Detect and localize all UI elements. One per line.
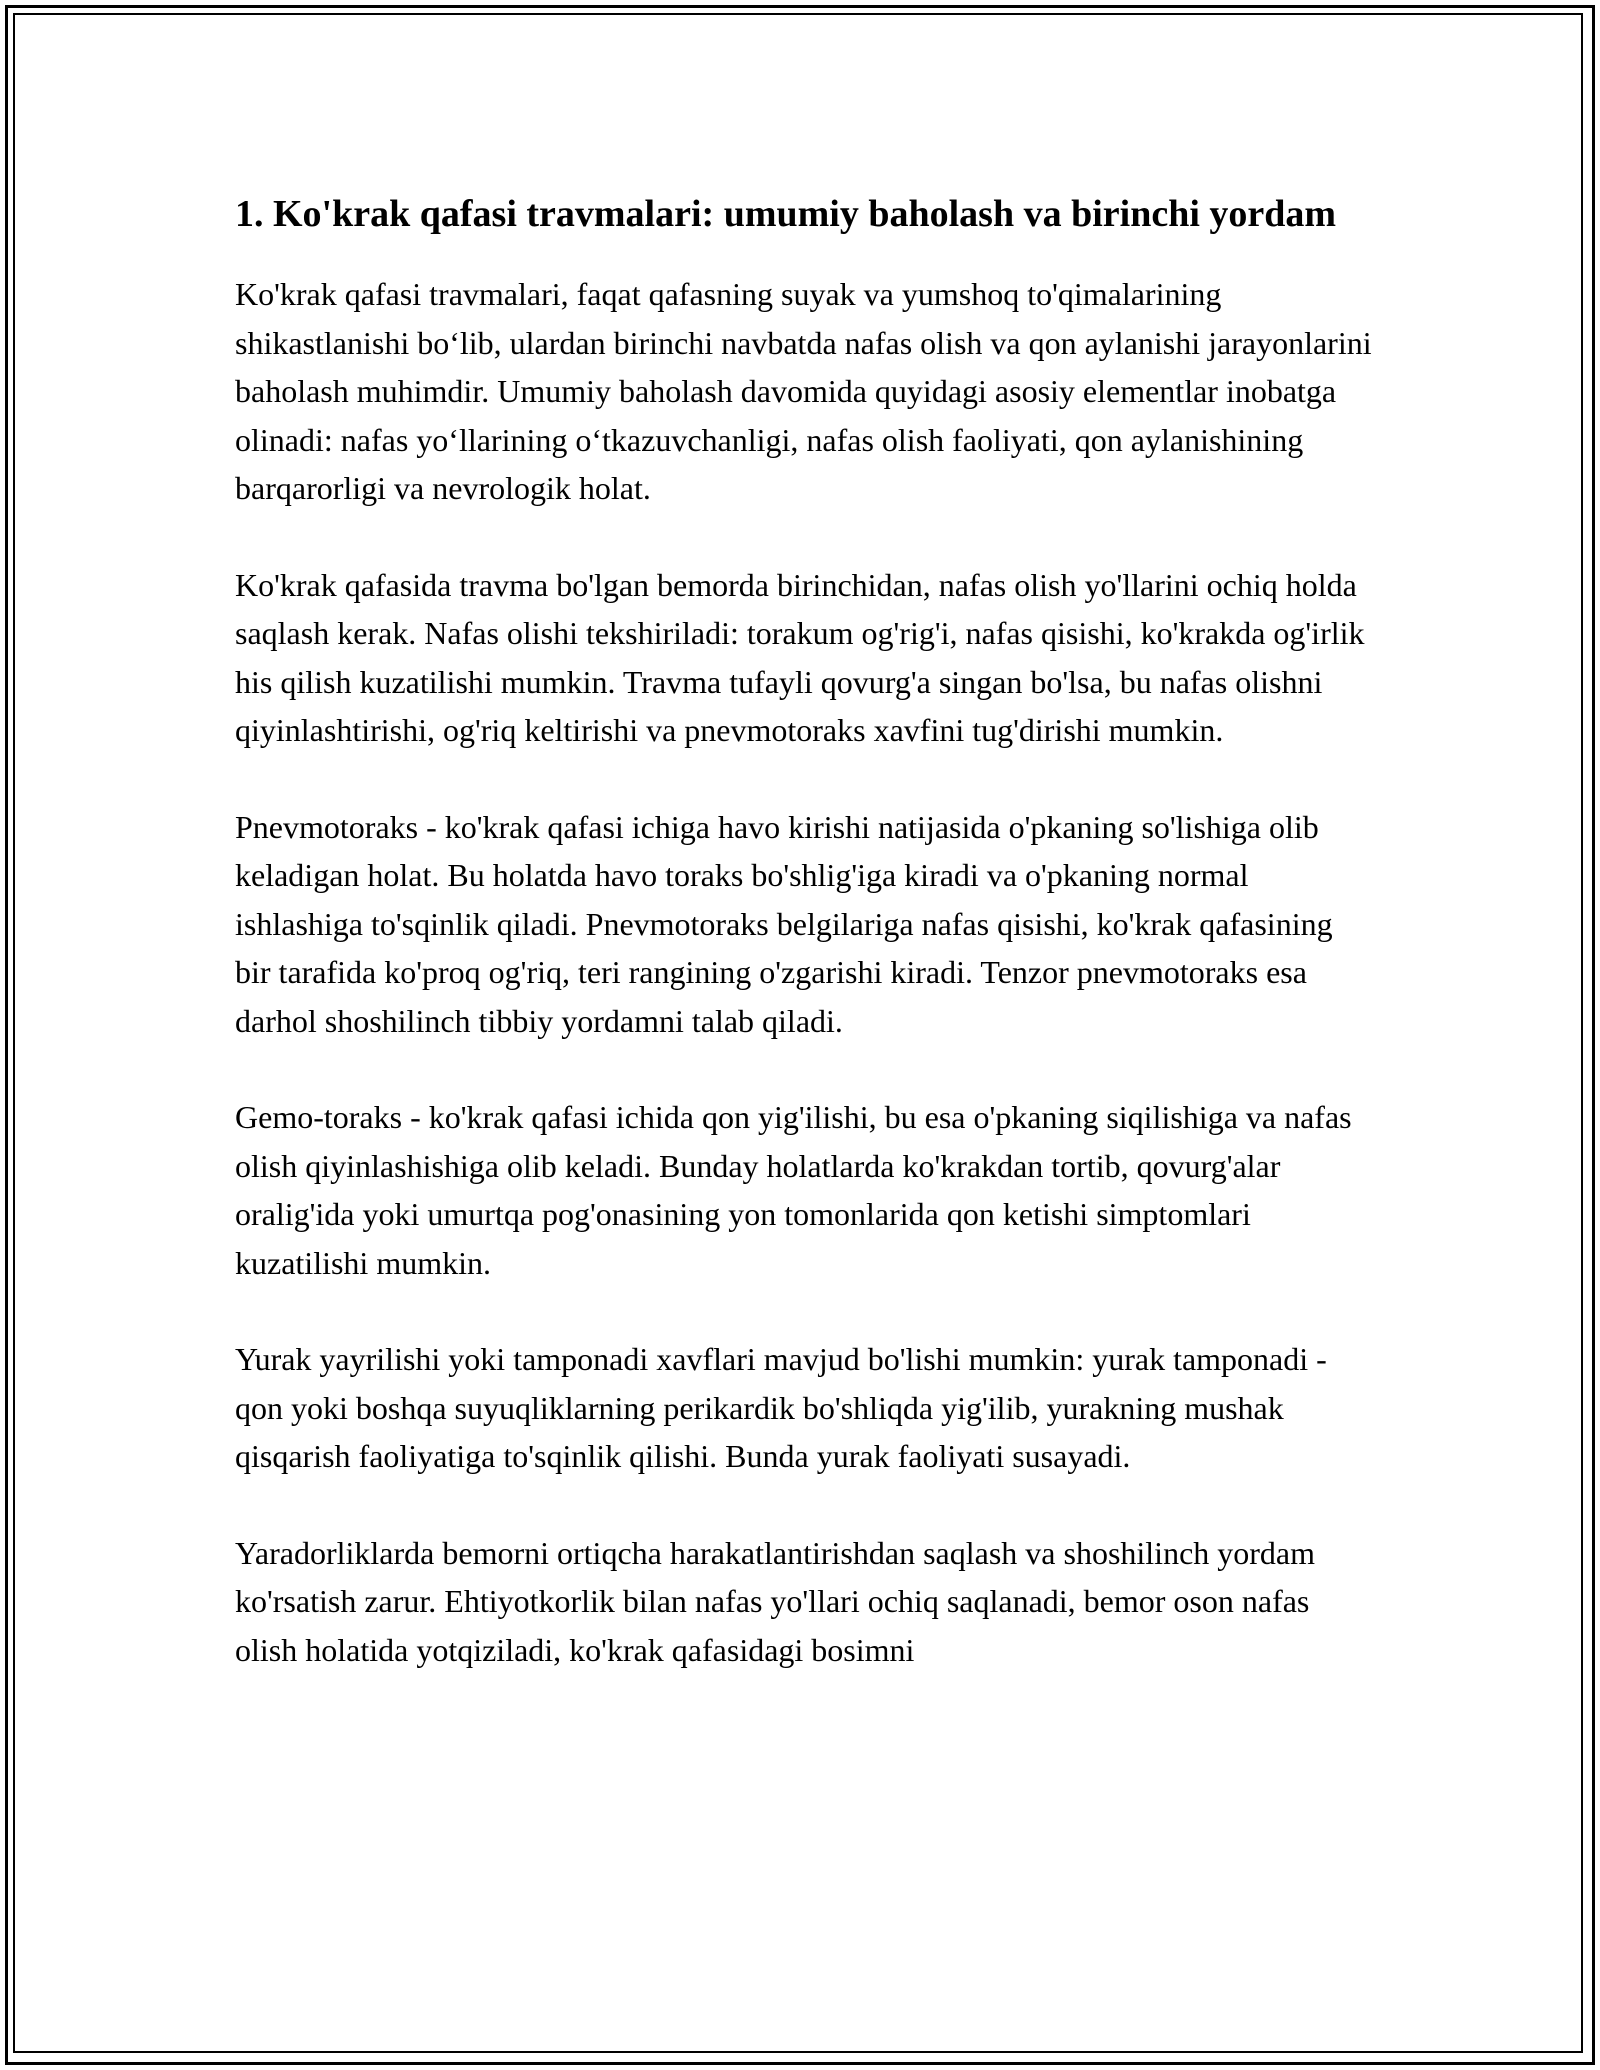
paragraph-hemothorax: Gemo-toraks - ko'krak qafasi ichida qon yig'ilishi, bu esa o'pkaning siqilishiga va nafas olish qiyinlashishiga olib keladi. Bunday holatlarda ko'krakdan tortib, qovurg'alar oralig'ida yoki umurtqa pog'onasining yon tomonlarida qon ketishi simptomlari kuzatilishi mumkin. xyxy=(235,1099,1352,1281)
section-heading: 1. Ko'krak qafasi travmalari: umumiy baholash va birinchi yordam xyxy=(235,193,1337,235)
paragraph-pneumothorax: Pnevmotoraks - ko'krak qafasi ichiga havo kirishi natijasida o'pkaning so'lishiga olib keladigan holat. Bu holatda havo toraks bo'shlig'iga kiradi va o'pkaning normal ishlashiga to'sqinlik qiladi. Pnevmotoraks belgilariga nafas qisishi, ko'krak qafasining bir tarafida ko'proq og'riq, teri rangining o'zgarishi kiradi. Tenzor pnevmotoraks esa darhol shoshilinch tibbiy yordamni talab qiladi. xyxy=(235,808,1333,1039)
paragraph-first-aid: Yaradorliklarda bemorni ortiqcha harakatlantirishdan saqlash va shoshilinch yordam ko'rsatish zarur. Ehtiyotkorlik bilan nafas yo'llari ochiq saqlanadi, bemor oson nafas olish holatida yotqiziladi, ko'krak qafasidagi bosimni xyxy=(235,1534,1316,1668)
paragraph-general-assessment: Ko'krak qafasi travmalari, faqat qafasning suyak va yumshoq to'qimalarining shikastlanishi bo‘lib, ulardan birinchi navbatda nafas olish va qon aylanishi jarayonlarini baholash muhimdir. Umumiy baholash davomida quyidagi asosiy elementlar inobatga olinadi: nafas yo‘llarining o‘tkazuvchanligi, nafas olish faoliyati, qon aylanishining barqarorligi va nevrologik holat. xyxy=(235,276,1372,506)
document-body xyxy=(235,187,1375,1722)
paragraph-airway-breathing: Ko'krak qafasida travma bo'lgan bemorda birinchidan, nafas olish yo'llarini ochiq holda saqlash kerak. Nafas olishi tekshiriladi: torakum og'rig'i, nafas qisishi, ko'krakda og'irlik his qilish kuzatilishi mumkin. Travma tufayli qovurg'a singan bo'lsa, bu nafas olishni qiyinlashtirishi, og'riq keltirishi va pnevmotoraks xavfini tug'dirishi mumkin. xyxy=(235,566,1365,748)
paragraph-cardiac-tamponade: Yurak yayrilishi yoki tamponadi xavflari mavjud bo'lishi mumkin: yurak tamponadi - qon yoki boshqa suyuqliklarning perikardik bo'shliqda yig'ilib, yurakning mushak qisqarish faoliyatiga to'sqinlik qilishi. Bunda yurak faoliyati susayadi. xyxy=(235,1341,1327,1474)
